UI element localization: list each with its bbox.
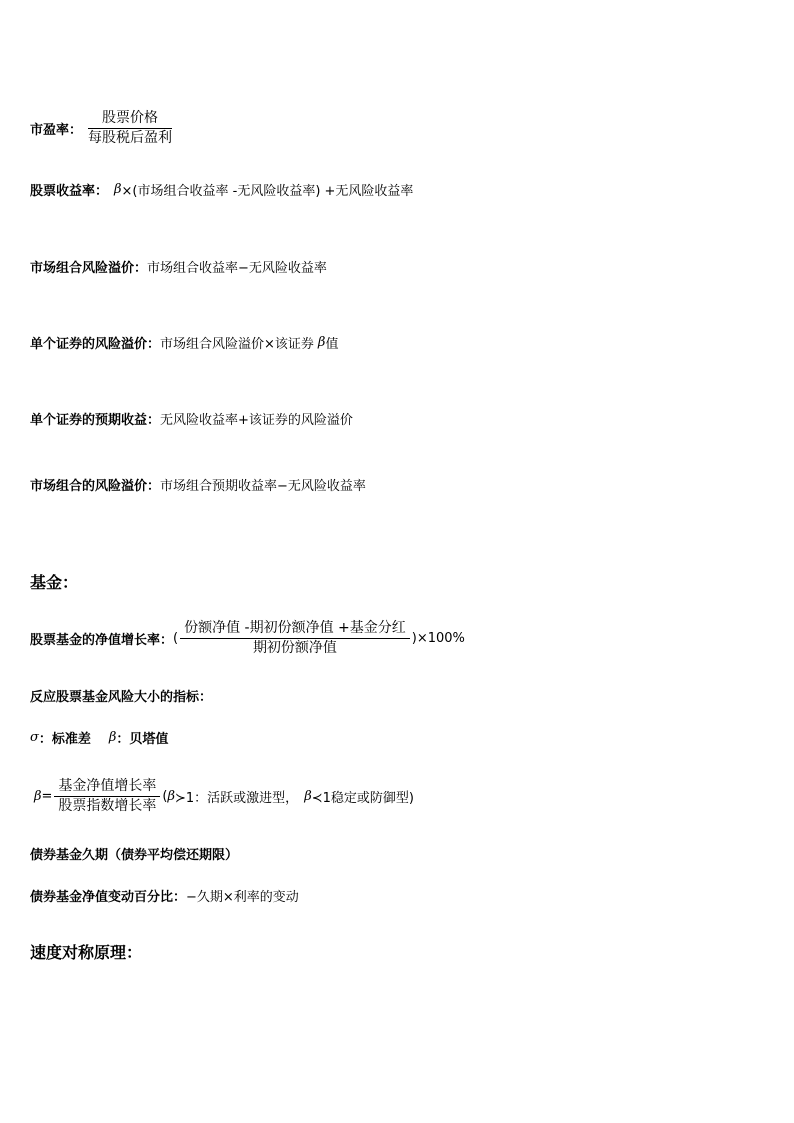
risk-indicator-heading: 反应股票基金风险大小的指标： bbox=[30, 690, 213, 705]
beta-symbol: β bbox=[34, 789, 42, 804]
beta-denominator: 股票指数增长率 bbox=[58, 798, 157, 814]
security-premium-suffix: 值 bbox=[325, 337, 339, 352]
beta-paren-open: ( bbox=[162, 789, 168, 804]
bond-change-label: 债券基金净值变动百分比： bbox=[30, 890, 187, 905]
bond-duration-heading: 债券基金久期（债券平均偿还期限） bbox=[30, 848, 239, 863]
stock-return-label: 股票收益率： bbox=[30, 184, 109, 199]
bond-change-line bbox=[30, 886, 299, 905]
security-expected-label: 单个证券的预期收益： bbox=[30, 413, 161, 428]
nav-growth-close: )×100% bbox=[411, 631, 465, 646]
market-premium-formula: 市场组合收益率−无风险收益率 bbox=[147, 261, 327, 276]
security-premium-line bbox=[30, 333, 338, 352]
nav-growth-fraction bbox=[180, 620, 410, 657]
market-premium2-label: 市场组合的风险溢价： bbox=[30, 479, 161, 494]
beta-symbol: β bbox=[304, 789, 312, 804]
beta-symbol: β bbox=[167, 789, 176, 804]
nav-growth-open: ( bbox=[173, 631, 179, 646]
pe-denominator: 每股税后盈利 bbox=[88, 130, 173, 146]
pe-line bbox=[30, 110, 178, 147]
pe-label: 市盈率： bbox=[30, 123, 83, 138]
sigma-beta-line bbox=[30, 728, 168, 747]
beta-cond1: ≻1：活跃或激进型， bbox=[175, 791, 299, 806]
nav-growth-line bbox=[30, 620, 465, 657]
market-premium2-formula: 市场组合预期收益率−无风险收益率 bbox=[160, 479, 366, 494]
security-expected-formula: 无风险收益率+该证券的风险溢价 bbox=[160, 413, 353, 428]
market-premium-line bbox=[30, 257, 327, 276]
beta-symbol: β bbox=[317, 335, 326, 350]
beta-fraction bbox=[54, 778, 160, 815]
beta-eq: = bbox=[41, 789, 53, 804]
security-premium-formula: 市场组合风险溢价×该证券 bbox=[160, 337, 314, 352]
beta-numerator: 基金净值增长率 bbox=[54, 778, 160, 797]
beta-symbol: β bbox=[114, 182, 122, 197]
nav-growth-numerator: 份额净值 -期初份额净值 +基金分红 bbox=[180, 620, 410, 639]
fund-heading: 基金： bbox=[30, 573, 79, 592]
pe-fraction bbox=[84, 110, 176, 147]
stock-return-line bbox=[30, 180, 413, 199]
beta-cond2: ≺1稳定或防御型) bbox=[311, 791, 414, 806]
bond-change-formula: −久期×利率的变动 bbox=[186, 890, 299, 905]
security-premium-label: 单个证券的风险溢价： bbox=[30, 337, 161, 352]
beta-label: ：贝塔值 bbox=[116, 732, 169, 747]
sigma-symbol: σ bbox=[30, 730, 39, 745]
market-premium2-line bbox=[30, 475, 366, 494]
pe-numerator: 股票价格 bbox=[88, 110, 172, 129]
market-premium-label: 市场组合风险溢价： bbox=[30, 261, 148, 276]
sigma-label: ：标准差 bbox=[38, 732, 91, 747]
security-expected-line bbox=[30, 409, 353, 428]
nav-growth-denominator: 期初份额净值 bbox=[252, 640, 337, 656]
beta-symbol: β bbox=[108, 730, 117, 745]
speed-heading: 速度对称原理： bbox=[30, 943, 143, 962]
nav-growth-label: 股票基金的净值增长率： bbox=[30, 633, 174, 648]
beta-formula-line bbox=[30, 778, 414, 815]
stock-return-formula: ×(市场组合收益率 -无风险收益率) +无风险收益率 bbox=[121, 184, 414, 199]
